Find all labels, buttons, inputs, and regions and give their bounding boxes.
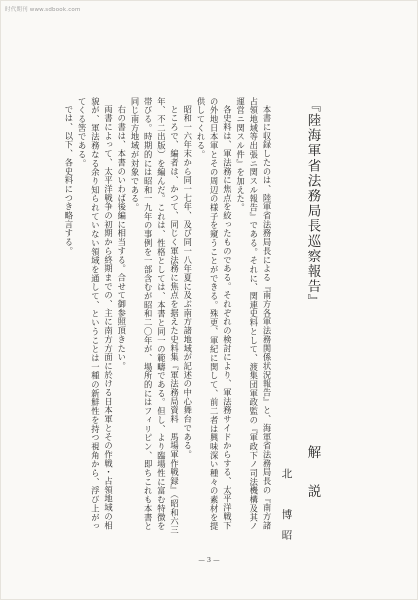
paragraph: では、以下、各史料につき略言する。 (63, 105, 74, 256)
paragraph: 本書に収録したのは、陸軍省法務局長による『南方各軍法務関係状況報告』と、海軍省法務局長の『南方諸占領地域等出張ニ関スル報告』である。それに、関連史料として、渡集団軍政監の『軍政下ノ司法機構及其ノ運営ニ関スル件』を加えた。 (235, 97, 272, 531)
paragraph: 右の書は、本書のいわば後編に相当する。合せて御参照頂きたい。 (116, 105, 127, 371)
paragraph: 昭和一六年末から同一七年、及び同一八年夏に及ぶ南方諸地域が記述の中心舞台である。 (182, 105, 193, 460)
heading-suffix: 解 説 (304, 445, 321, 504)
author-name: 北 博昭 (280, 468, 293, 550)
paragraph: 各史料は、軍法務に焦点を絞ったものである。それぞれの検討により、軍法務サイドからする、太平洋戦下の外地日本軍とその周辺の様子を窺うことができる。殊更、軍紀に関して、前二者は興味深い種々の素材を提供してくれる。 (195, 97, 233, 531)
document-title: 『陸海軍省法務局長巡察報告』 (304, 98, 321, 310)
paragraph: 両書によって、太平洋戦争の初期から終期までの、主に南方方面に於ける日本軍とその作戦・占領地域の相貌が、軍法務なる余り知られていない領域を通して、ということは一種の新鮮性を持つ視角から、浮び上がってくる筈である。 (77, 97, 114, 531)
watermark-text: 时代期刊 www.sdbook.com (5, 7, 81, 13)
paragraph: ところで、編者は、かつて、同じく軍法務に焦点を据えた史料集『軍法務局資料 馬場軍作戦録』（昭和六三年、不二出版）を編んだ。これは、性格としては、本書と同一の範疇である。但し、より臨場性に富む特徴を帯びる。時期的には昭和一九年の事例を一部含むが昭和二〇年が、場所的にはフィリピン、即ちこれも本書と同じ南方地域が対象である。 (129, 97, 180, 535)
body-text (62, 97, 273, 537)
page-number: — 3 — (198, 556, 220, 564)
